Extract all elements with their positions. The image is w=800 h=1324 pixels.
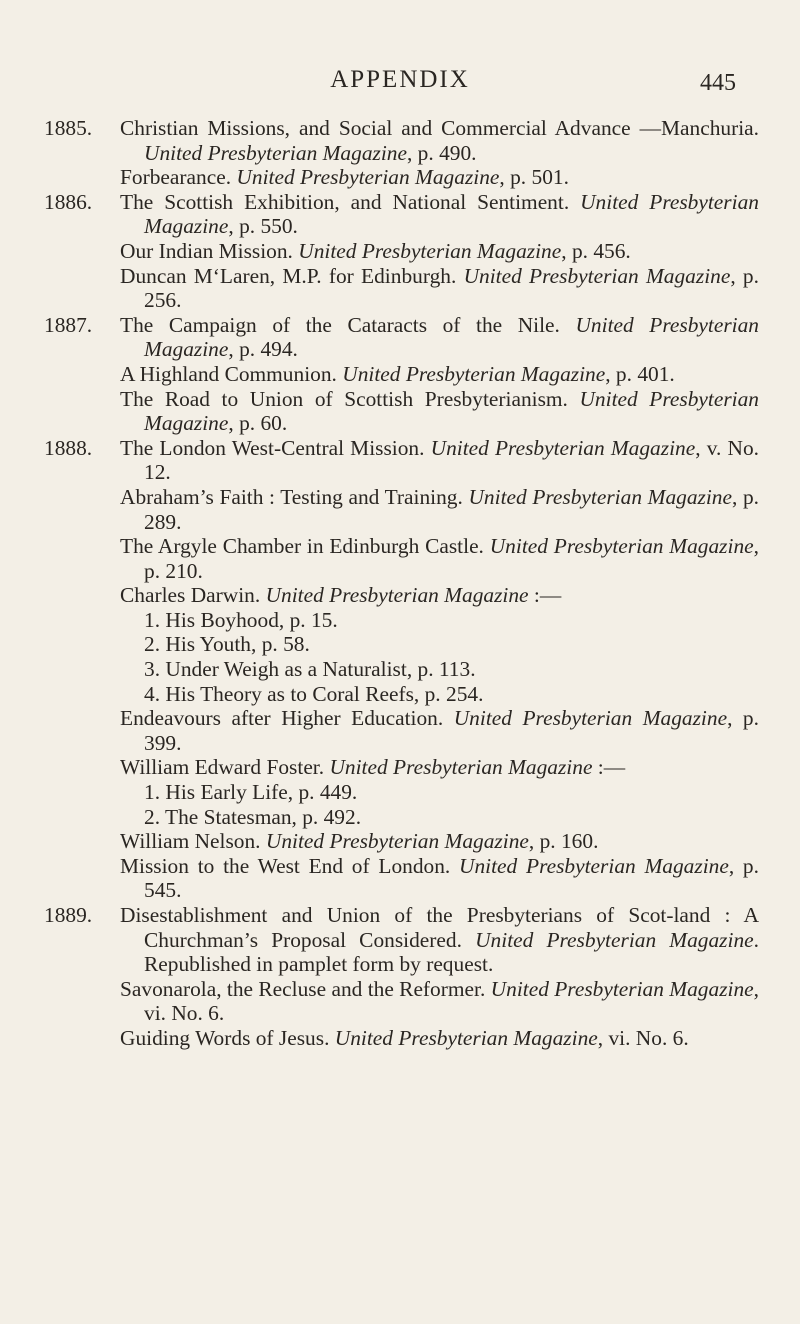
entry-reference: , p. 501. bbox=[499, 165, 569, 190]
entry-source: United Presbyterian Magazine bbox=[489, 534, 754, 559]
entry-source: United Presbyterian Magazine bbox=[453, 706, 728, 731]
entry-part: 4. His Theory as to Coral Reefs, p. 254. bbox=[144, 681, 484, 706]
entry-part: 3. Under Weigh as a Naturalist, p. 113. bbox=[144, 657, 476, 682]
entry-title: William Edward Foster. bbox=[120, 755, 325, 780]
year-label: 1885. bbox=[44, 116, 93, 140]
entry-part: 2. His Youth, p. 58. bbox=[144, 632, 310, 657]
entry-source: United Presbyterian Magazine bbox=[459, 853, 729, 878]
year-group bbox=[44, 903, 759, 1051]
entry-reference: :— bbox=[528, 583, 562, 608]
entry-title: Duncan M‘Laren, M.P. for Edinburgh. bbox=[120, 263, 457, 288]
entry-reference: , p. 456. bbox=[561, 238, 631, 263]
entry-source: United Presbyterian Magazine bbox=[298, 238, 562, 263]
entry-title: Charles Darwin. bbox=[120, 583, 261, 608]
bibliography-entry bbox=[120, 706, 759, 755]
entry-title: The Road to Union of Scottish Presbyterianism. bbox=[120, 386, 568, 411]
year-label: 1887. bbox=[44, 312, 93, 337]
entry-reference: , p. 289. bbox=[144, 484, 759, 534]
entry-title: Mission to the West End of London. bbox=[120, 853, 451, 878]
running-head: APPENDIX bbox=[330, 66, 470, 93]
entry-reference: . Republished in pamplet form by request. bbox=[144, 927, 759, 977]
bibliography-entry bbox=[120, 1026, 759, 1051]
year-label: 1889. bbox=[44, 903, 93, 927]
entry-source: United Presbyterian Magazine bbox=[144, 189, 759, 239]
entry-title: Guiding Words of Jesus. bbox=[120, 1025, 330, 1050]
entry-reference: , p. 210. bbox=[144, 534, 759, 583]
year-label: 1886. bbox=[44, 189, 93, 214]
bibliography-entry bbox=[120, 755, 759, 780]
page-number: 445 bbox=[700, 70, 736, 96]
entry-title: Christian Missions, and Social and Commercial Advance —Manchuria. bbox=[120, 116, 759, 140]
year-group bbox=[44, 436, 759, 903]
entry-title: A Highland Communion. bbox=[120, 361, 337, 386]
bibliography-entry bbox=[120, 903, 759, 977]
bibliography-entry bbox=[120, 977, 759, 1026]
entry-reference: , p. 490. bbox=[406, 140, 477, 165]
entry-reference: , p. 60. bbox=[228, 411, 288, 436]
entry-reference: , p. 256. bbox=[144, 263, 759, 313]
entry-title: The Argyle Chamber in Edinburgh Castle. bbox=[120, 534, 484, 559]
entry-source: United Presbyterian Magazine bbox=[144, 312, 759, 362]
bibliography-entry bbox=[120, 165, 759, 190]
entry-part: 1. His Early Life, p. 449. bbox=[144, 780, 358, 805]
entry-reference: , v. No. 12. bbox=[144, 435, 759, 485]
entry-source: United Presbyterian Magazine bbox=[144, 140, 407, 165]
entry-source: United Presbyterian Magazine bbox=[236, 165, 500, 190]
entry-title: The Campaign of the Cataracts of the Nile. bbox=[120, 312, 560, 337]
entry-source: United Presbyterian Magazine bbox=[265, 829, 529, 854]
bibliography-entry bbox=[120, 190, 759, 239]
entry-reference: , p. 550. bbox=[228, 214, 298, 239]
entry-part: 1. His Boyhood, p. 15. bbox=[144, 607, 338, 632]
entry-reference: , vi. No. 6. bbox=[144, 976, 760, 1026]
entry-source: United Presbyterian Magazine bbox=[144, 386, 759, 436]
entry-reference: , p. 494. bbox=[228, 337, 298, 362]
bibliography-entry bbox=[120, 854, 759, 903]
entry-title: Our Indian Mission. bbox=[120, 238, 293, 263]
entry-reference: , p. 160. bbox=[528, 829, 599, 854]
bibliography-entry bbox=[120, 313, 759, 362]
entry-reference: , p. 545. bbox=[144, 853, 759, 903]
bibliography-entry bbox=[120, 362, 759, 387]
bibliography-entry bbox=[120, 436, 759, 485]
entry-source: United Presbyterian Magazine bbox=[334, 1025, 598, 1050]
entry-source: United Presbyterian Magazine bbox=[342, 361, 606, 386]
entry-source: United Presbyterian Magazine bbox=[490, 976, 754, 1001]
entry-title: Disestablishment and Union of the Presbyterians of Scot-land : A Churchman’s Proposal Considered. bbox=[120, 903, 759, 952]
bibliography-entry bbox=[120, 387, 759, 436]
entry-reference: , vi. No. 6. bbox=[597, 1025, 689, 1050]
bibliography-entry bbox=[120, 485, 759, 534]
entry-title: Abraham’s Faith : Testing and Training. bbox=[120, 484, 463, 509]
entry-title: Savonarola, the Recluse and the Reformer. bbox=[120, 976, 486, 1001]
entry-source: United Presbyterian Magazine bbox=[430, 435, 696, 460]
entry-source: United Presbyterian Magazine bbox=[468, 484, 732, 509]
bibliography-entry bbox=[120, 534, 759, 583]
bibliography-entry bbox=[120, 239, 759, 264]
bibliography-body bbox=[44, 116, 759, 1051]
year-group bbox=[44, 313, 759, 436]
entry-title: The London West-Central Mission. bbox=[120, 435, 425, 460]
year-label: 1888. bbox=[44, 435, 93, 460]
entry-title: The Scottish Exhibition, and National Sentiment. bbox=[120, 189, 570, 214]
bibliography-entry bbox=[120, 829, 759, 854]
entry-source: United Presbyterian Magazine bbox=[329, 755, 593, 780]
entry-title: Forbearance. bbox=[120, 165, 232, 190]
entry-reference: , p. 399. bbox=[144, 706, 759, 755]
entry-source: United Presbyterian Magazine bbox=[475, 927, 754, 952]
bibliography-entry bbox=[120, 583, 759, 608]
entry-reference: :— bbox=[592, 755, 626, 780]
bibliography-entry bbox=[120, 264, 759, 313]
year-group bbox=[44, 190, 759, 313]
entry-source: United Presbyterian Magazine bbox=[265, 583, 529, 608]
entry-title: Endeavours after Higher Education. bbox=[120, 706, 444, 731]
entry-reference: , p. 401. bbox=[605, 361, 675, 386]
entry-part: 2. The Statesman, p. 492. bbox=[144, 804, 362, 829]
bibliography-entry bbox=[120, 116, 759, 165]
entry-source: United Presbyterian Magazine bbox=[463, 263, 731, 288]
year-group bbox=[44, 116, 759, 190]
entry-title: William Nelson. bbox=[120, 829, 261, 854]
